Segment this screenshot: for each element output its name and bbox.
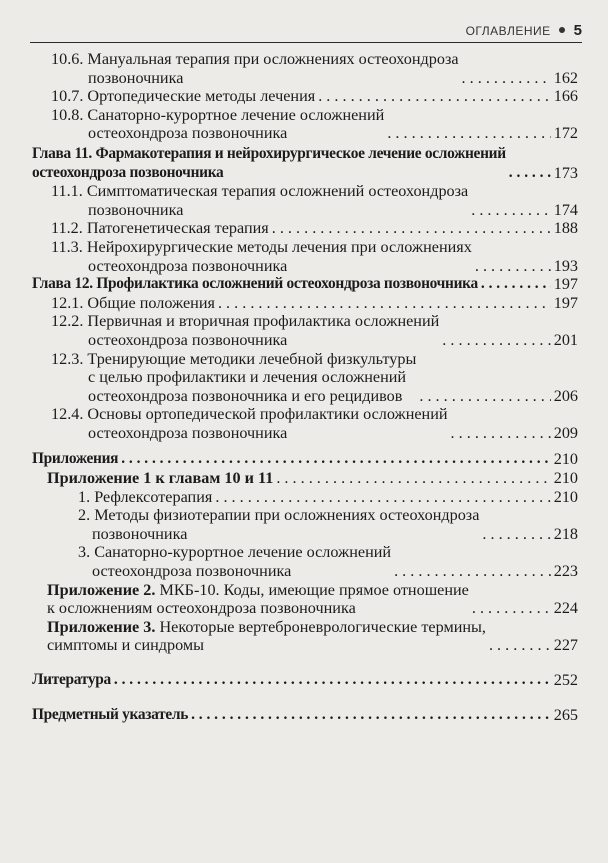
toc-entry-subject-index[interactable] [32,706,578,725]
toc-page-number: 173 [553,163,578,182]
toc-line: остеохондроза позвоночника [88,330,288,349]
toc-page-number: 223 [553,562,578,581]
dot-leader [218,294,551,313]
toc-line: с целью профилактики и лечения осложнений [88,368,407,387]
toc-line: 10.8. Санаторно-курортное лечение осложнений [51,105,385,124]
toc-lead: Приложение 2. [47,580,156,599]
dot-leader [419,387,550,406]
dot-leader [482,525,550,544]
toc-page-number: 197 [553,275,578,294]
dot-leader [121,450,551,469]
toc-line: 11.1. Симптоматическая терапия осложнений остеохондроза [51,182,469,201]
dot-leader [471,201,551,220]
header-title: ОГЛАВЛЕНИЕ [465,24,551,38]
toc-line: остеохондроза позвоночника [88,124,288,143]
dot-leader [451,424,551,443]
toc-entry-title [32,706,188,725]
toc-line: Некоторые вертеброневрологические термины, [155,617,486,636]
toc-line: 10.6. Мануальная терапия при осложнениях остеохондроза [51,50,459,68]
toc-line: остеохондроза позвоночника [32,163,224,181]
toc-line: позвоночника [88,68,184,87]
toc-page-number: 162 [553,68,578,87]
dot-leader [489,636,551,655]
running-header [30,20,582,43]
toc-entry-chapter-12[interactable] [32,275,578,294]
toc-entry-appendix-1[interactable] [32,469,578,488]
toc-entry-12-3[interactable] [32,350,578,406]
toc-line: Глава 11. Фармакотерапия и нейрохирургическое лечение осложнений [32,144,506,162]
toc-entry-appendices[interactable] [32,450,578,469]
toc-entry-title [47,469,273,488]
toc-entry-title [32,450,118,469]
dot-leader [114,671,551,690]
toc-page-number: 210 [553,450,578,469]
toc-page-number: 197 [553,293,578,312]
dot-leader [272,219,551,238]
toc-entry-12-1[interactable] [32,294,578,313]
toc-page-number: 188 [553,219,578,238]
toc-entry-title [78,506,479,543]
dot-leader [387,124,550,143]
toc-page-number: 172 [553,124,578,143]
bullet-icon [559,27,565,33]
toc-line: Литература [32,671,111,688]
dot-leader [394,562,551,581]
toc-line: позвоночника [92,524,188,543]
toc-page-number: 166 [553,87,578,106]
toc-line: 11.2. Патогенетическая терапия [51,219,269,238]
toc-entry-10-8[interactable] [32,106,578,143]
toc-line: 12.4. Основы ортопедической профилактики осложнений [51,405,448,424]
toc-line: остеохондроза позвоночника [88,423,288,442]
dot-leader [481,275,551,294]
toc-entry-11-2[interactable] [32,219,578,238]
toc-entry-references[interactable] [32,671,578,690]
toc-entry-10-6[interactable] [32,50,578,87]
toc-entry-title [78,488,212,507]
toc-line: остеохондроза позвоночника [92,562,292,581]
toc-entry-title [51,219,269,238]
table-of-contents [32,50,578,724]
toc-line: к осложнениям остеохондроза позвоночника [47,599,356,618]
dot-leader [442,331,550,350]
toc-lead: Приложение 3. [47,617,156,636]
toc-page-number: 193 [553,256,578,275]
toc-entry-title [51,50,459,87]
toc-page-number: 227 [553,636,578,655]
toc-line: позвоночника [88,200,184,219]
dot-leader [462,69,551,88]
toc-entry-title [32,671,111,690]
toc-line: Предметный указатель [32,705,189,723]
toc-line: 12.2. Первичная и вторичная профилактика осложнений [51,312,440,331]
toc-line: остеохондроза позвоночника и его рецидивов [88,386,403,405]
toc-line: 1. Рефлексотерапия [78,487,213,506]
toc-entry-11-3[interactable] [32,238,578,275]
toc-entry-title [51,106,384,143]
toc-line: 12.1. Общие положения [51,293,215,312]
toc-entry-title [51,405,448,442]
toc-page-number: 209 [553,423,578,442]
dot-leader [509,164,551,183]
toc-line: 12.3. Тренирующие методики лечебной физкультуры [51,349,417,368]
dot-leader [276,469,550,488]
toc-entry-12-2[interactable] [32,312,578,349]
toc-page-number: 218 [553,524,578,543]
toc-line: Приложения [32,450,119,468]
toc-line: Глава 12. Профилактика осложнений остеохондроза позвоночника [32,275,478,293]
dot-leader [475,257,551,276]
toc-line: симптомы и синдромы [47,636,205,655]
toc-page-number: 265 [553,705,578,724]
toc-page-number: 206 [553,386,578,405]
toc-entry-title [32,145,506,182]
toc-page-number: 210 [553,469,578,488]
toc-page-number: 201 [553,330,578,349]
toc-entry-title [51,350,416,406]
toc-entry-title [51,312,439,349]
toc-entry-title [47,581,469,618]
toc-line: остеохондроза позвоночника [88,256,288,275]
toc-lead: Приложение 1 к главам 10 и 11 [47,469,274,488]
toc-entry-12-4[interactable] [32,405,578,442]
toc-page-number: 252 [553,671,578,689]
toc-page-number: 224 [553,599,578,618]
toc-entry-title [47,618,486,655]
toc-entry-title [51,238,472,275]
toc-line: 2. Методы физиотерапии при осложнениях остеохондроза [78,506,480,525]
toc-entry-title [51,294,215,313]
toc-entry-title [32,275,478,294]
toc-page-number: 210 [553,487,578,506]
toc-line: 10.7. Ортопедические методы лечения [51,87,316,106]
toc-entry-title [51,87,315,106]
dot-leader [215,488,550,507]
dot-leader [318,87,551,106]
toc-entry-10-7[interactable] [32,87,578,106]
toc-entry-chapter-11[interactable] [32,145,578,182]
toc-entry-appendix-1-2[interactable] [32,506,578,543]
toc-entry-appendix-1-1[interactable] [32,488,578,507]
header-text [466,22,582,40]
toc-entry-title [78,543,391,580]
toc-entry-title [51,182,468,219]
toc-line: МКБ-10. Коды, имеющие прямое отношение [155,580,469,599]
toc-page-number: 174 [553,200,578,219]
toc-line: 11.3. Нейрохирургические методы лечения при осложнениях [51,237,472,256]
toc-entry-appendix-1-3[interactable] [32,543,578,580]
toc-entry-appendix-2[interactable] [32,581,578,618]
dot-leader [472,599,551,618]
dot-leader [191,706,551,725]
page-number: 5 [573,22,582,39]
toc-entry-11-1[interactable] [32,182,578,219]
toc-line: 3. Санаторно-курортное лечение осложнений [78,543,392,562]
toc-entry-appendix-3[interactable] [32,618,578,655]
